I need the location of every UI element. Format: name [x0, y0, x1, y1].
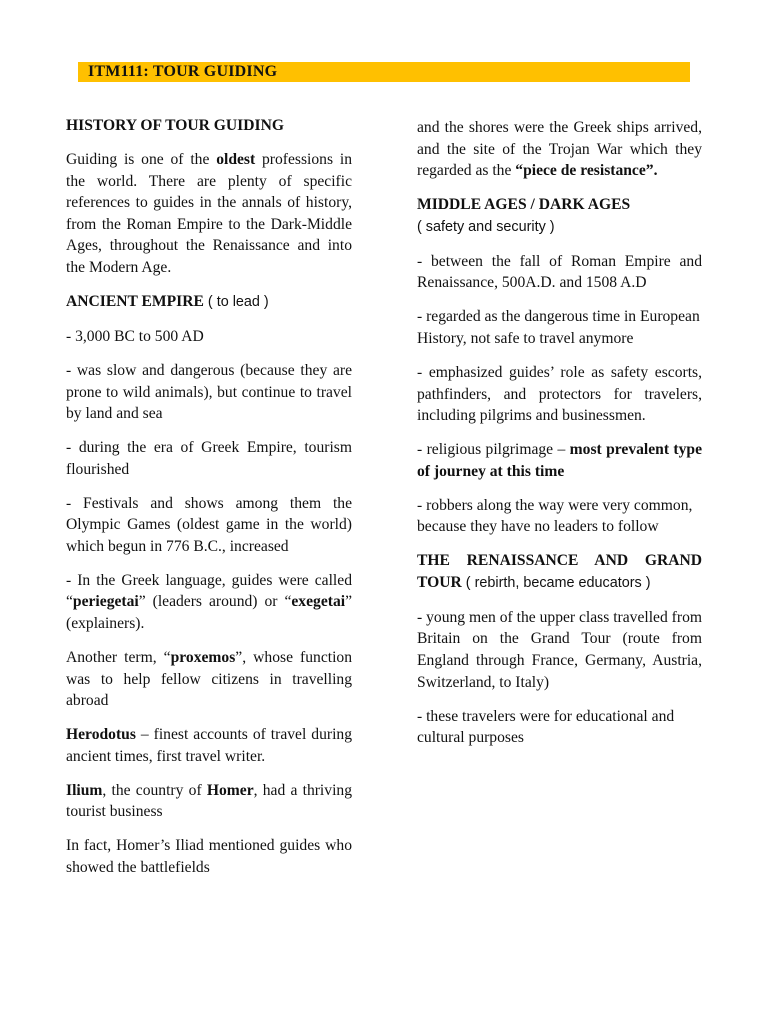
section-heading-ancient-empire: ANCIENT EMPIRE ( to lead )	[66, 292, 269, 310]
paragraph-pilgrimage: - religious pilgrimage – most prevalent type of journey at this time	[417, 441, 702, 480]
paragraph-intro: Guiding is one of the oldest professions in the world. There are plenty of specific references to guides in the annals of history, from the Roman Empire to the Dark-Middle Ages, throughout the Renaissance and into the Modern Age.	[66, 150, 352, 276]
right-column	[417, 117, 702, 761]
section-heading-history: HISTORY OF TOUR GUIDING	[66, 117, 284, 134]
section-heading-middle-ages: MIDDLE AGES / DARK AGES ( safety and security )	[417, 196, 631, 235]
document-title: ITM111: TOUR GUIDING	[88, 63, 278, 80]
paragraph-iliad-continued: and the shores were the Greek ships arrived, and the site of the Trojan War which they regarded as the “piece de resistance”.	[417, 119, 702, 180]
paragraph-iliad: In fact, Homer’s Iliad mentioned guides who showed the battlefields	[66, 837, 352, 876]
paragraph-festivals: - Festivals and shows among them the Olympic Games (oldest game in the world) which begun in 776 B.C., increased	[66, 494, 352, 555]
paragraph-ilium: Ilium, the country of Homer, had a thriving tourist business	[66, 781, 352, 821]
paragraph-middle-ages-dates: - between the fall of Roman Empire and Renaissance, 500A.D. and 1508 A.D	[417, 252, 702, 292]
paragraph-ancient-dates: - 3,000 BC to 500 AD	[66, 327, 204, 345]
paragraph-proxemos: Another term, “proxemos”, whose function was to help fellow citizens in travelling abroad	[66, 649, 352, 710]
paragraph-ancient-travel: - was slow and dangerous (because they are prone to wild animals), but continue to travel by land and sea	[66, 361, 352, 423]
paragraph-greek-empire: - during the era of Greek Empire, tourism flourished	[66, 439, 352, 478]
paragraph-greek-language: - In the Greek language, guides were called “periegetai” (leaders around) or “exegetai” (explainers).	[66, 571, 352, 633]
paragraph-herodotus: Herodotus – finest accounts of travel during ancient times, first travel writer.	[66, 726, 352, 765]
paragraph-robbers: - robbers along the way were very common, because they have no leaders to follow	[417, 496, 693, 536]
paragraph-travel-purposes: - these travelers were for educational and cultural purposes	[417, 707, 675, 747]
left-column	[66, 115, 352, 891]
paragraph-grand-tour: - young men of the upper class travelled from Britain on the Grand Tour (route from England through France, Germany, Austria, Switzerland, to Italy)	[417, 608, 702, 691]
header-bar	[78, 62, 690, 82]
section-heading-renaissance: THE RENAISSANCE AND GRAND TOUR ( rebirth, became educators )	[417, 552, 702, 591]
paragraph-dangerous-time: - regarded as the dangerous time in European History, not safe to travel anymore	[417, 308, 700, 347]
paragraph-guides-role: - emphasized guides’ role as safety escorts, pathfinders, and protectors for travelers, including pilgrims and businessmen.	[417, 363, 702, 425]
